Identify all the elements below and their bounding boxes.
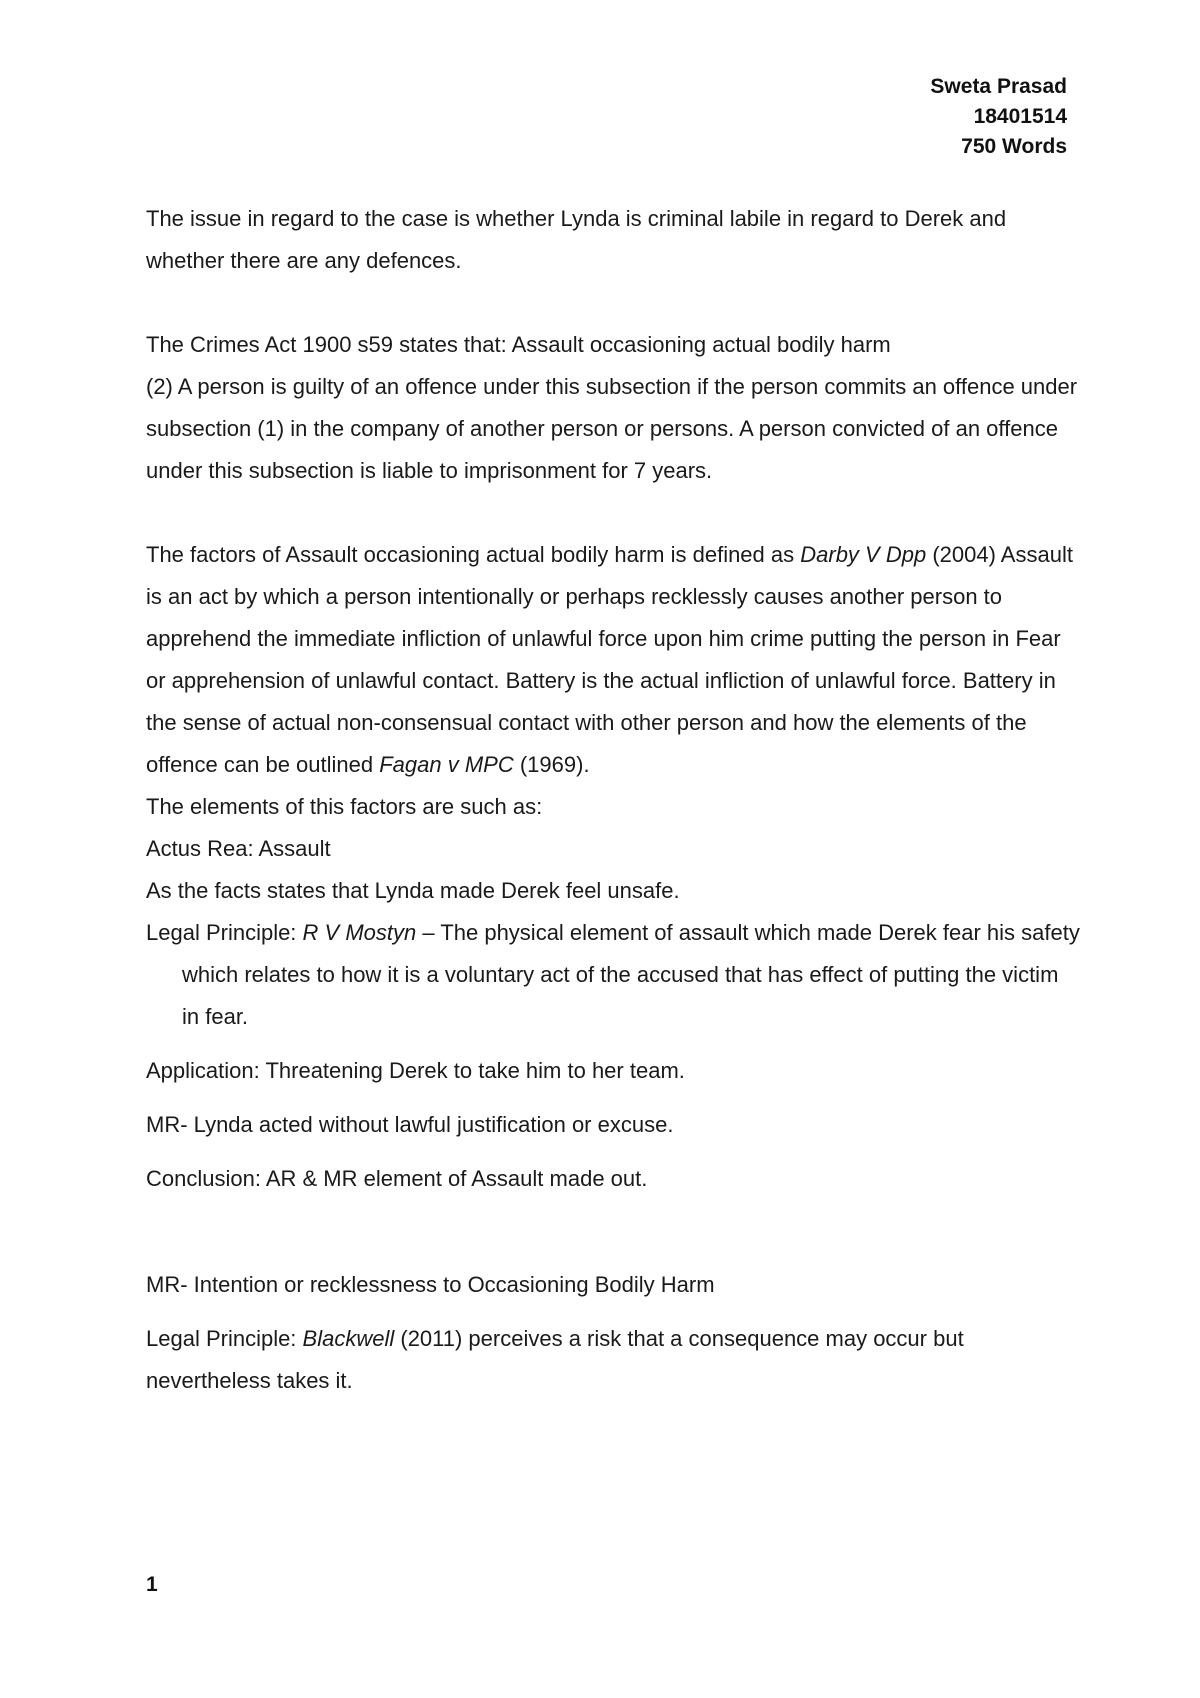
legal-principle-blackwell [146,1318,1081,1402]
case-citation-fagan: Fagan v MPC [379,752,514,777]
student-id: 18401514 [973,105,1067,128]
case-citation-blackwell: Blackwell [302,1326,395,1351]
legal-principle-mostyn [146,912,1081,1038]
document-header [930,72,1067,162]
crimes-act-intro: The Crimes Act 1900 s59 states that: Assault occasioning actual bodily harm [146,332,891,357]
elements-intro: The elements of this factors are such as: [146,794,543,819]
word-count: 750 Words [961,135,1067,158]
factors-paragraph [146,534,1081,786]
crimes-act-subsection-2: (2) A person is guilty of an offence under this subsection if the person commits an offence under subsection (1) in the company of another person or persons. A person convicted of an offence under this subsection is liable to imprisonment for 7 years. [146,374,1078,483]
case-citation-mostyn: R V Mostyn [302,920,417,945]
factors-text-post: (1969). [513,752,590,777]
case-citation-darby: Darby V Dpp [800,542,927,567]
mens-rea-line: MR- Lynda acted without lawful justification or excuse. [146,1112,674,1137]
mens-rea-intention-line: MR- Intention or recklessness to Occasioning Bodily Harm [146,1272,715,1297]
page-number: 1 [146,1573,158,1596]
actus-rea-line: Actus Rea: Assault [146,836,331,861]
application-line: Application: Threatening Derek to take him to her team. [146,1058,685,1083]
legal-principle-label-2: Legal Principle: [146,1326,303,1351]
legal-principle-label: Legal Principle: [146,920,303,945]
legal-principle-text-2: (2011) perceives a risk that a consequence may occur but nevertheless takes it. [146,1326,964,1393]
factors-text-pre: The factors of Assault occasioning actual bodily harm is defined as [146,542,801,567]
factors-text-mid: (2004) Assault is an act by which a person intentionally or perhaps recklessly causes another person to apprehend the immediate infliction of unlawful force upon him crime putting the person in Fear or apprehension of unlawful contact. Battery is the actual infliction of unlawful force. Battery in the sense of actual non-consensual contact with other person and how the elements of the offence can be outlined [146,542,1073,777]
legal-principle-text: – The physical element of assault which made Derek fear his safety which relates to how it is a voluntary act of the accused that has effect of putting the victim in fear. [182,920,1080,1029]
issue-paragraph: The issue in regard to the case is whether Lynda is criminal labile in regard to Derek and whether there are any defences. [146,206,1007,273]
facts-line: As the facts states that Lynda made Derek feel unsafe. [146,878,680,903]
author-name: Sweta Prasad [930,75,1067,98]
conclusion-line: Conclusion: AR & MR element of Assault made out. [146,1166,648,1191]
document-body [146,198,1081,1402]
